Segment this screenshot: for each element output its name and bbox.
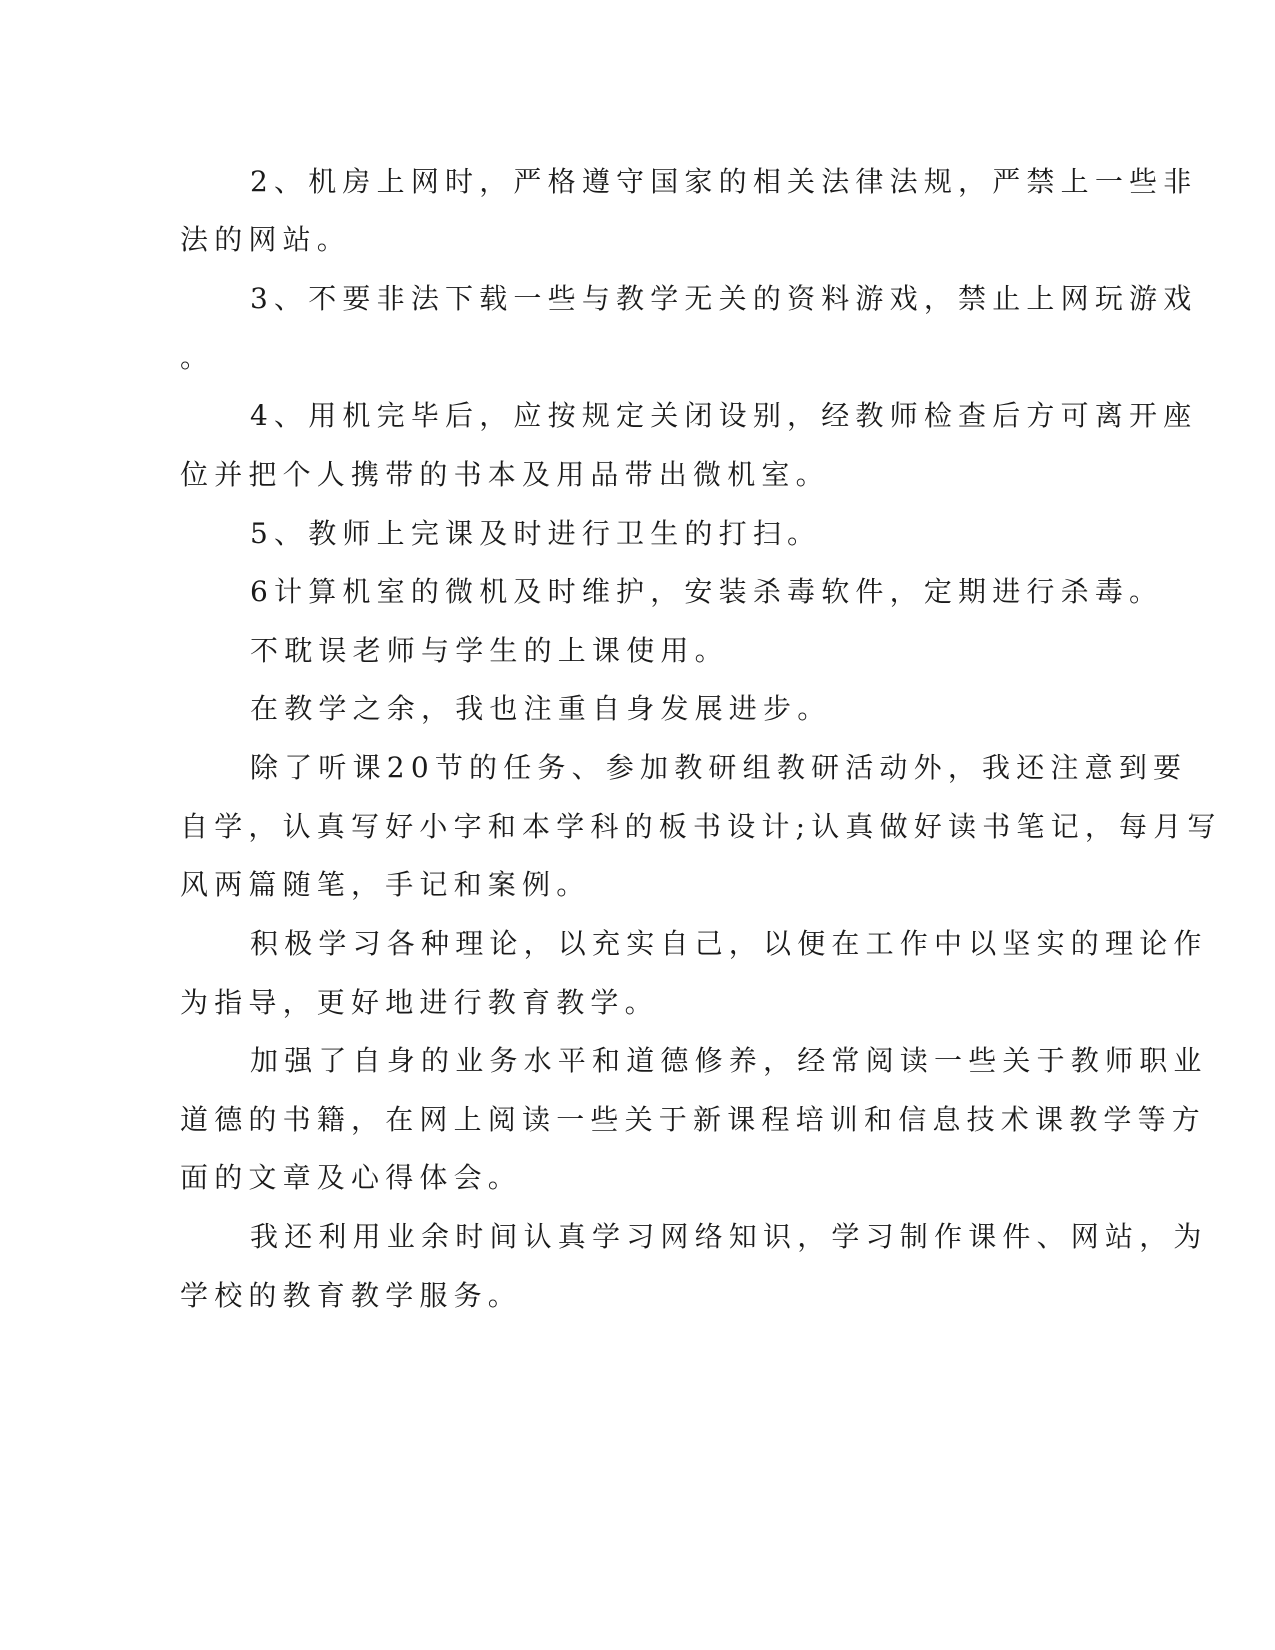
text-line: 面的文章及心得体会。 bbox=[180, 1161, 523, 1194]
text-line: 2、机房上网时，严格遵守国家的相关法律法规，严禁上一些非 bbox=[250, 165, 1198, 198]
text-line: 加强了自身的业务水平和道德修养，经常阅读一些关于教师职业 bbox=[250, 1044, 1208, 1077]
text-line: 道德的书籍，在网上阅读一些关于新课程培训和信息技术课教学等方 bbox=[180, 1103, 1207, 1136]
text-line: 不耽误老师与学生的上课使用。 bbox=[250, 634, 729, 667]
text-line: 法的网站。 bbox=[180, 223, 352, 256]
text-line: 4、用机完毕后，应按规定关闭设别，经教师检查后方可离开座 bbox=[250, 399, 1198, 432]
text-line: 位并把个人携带的书本及用品带出微机室。 bbox=[180, 458, 830, 491]
text-line: 在教学之余，我也注重自身发展进步。 bbox=[250, 692, 832, 725]
text-line: 5、教师上完课及时进行卫生的打扫。 bbox=[250, 517, 822, 550]
text-line: 自学，认真写好小字和本学科的板书设计;认真做好读书笔记，每月写 bbox=[180, 810, 1222, 843]
text-line: 我还利用业余时间认真学习网络知识，学习制作课件、网站，为 bbox=[250, 1220, 1208, 1253]
text-line: 。 bbox=[180, 341, 215, 374]
text-line: 除了听课20节的任务、参加教研组教研活动外，我还注意到要 bbox=[250, 751, 1188, 784]
text-line: 为指导，更好地进行教育教学。 bbox=[180, 986, 659, 1019]
text-line: 积极学习各种理论，以充实自己，以便在工作中以坚实的理论作 bbox=[250, 927, 1208, 960]
text-line: 风两篇随笔，手记和案例。 bbox=[180, 868, 591, 901]
text-line: 3、不要非法下载一些与教学无关的资料游戏，禁止上网玩游戏 bbox=[250, 282, 1198, 315]
text-line: 学校的教育教学服务。 bbox=[180, 1279, 523, 1312]
text-line: 6计算机室的微机及时维护，安装杀毒软件，定期进行杀毒。 bbox=[250, 575, 1164, 608]
